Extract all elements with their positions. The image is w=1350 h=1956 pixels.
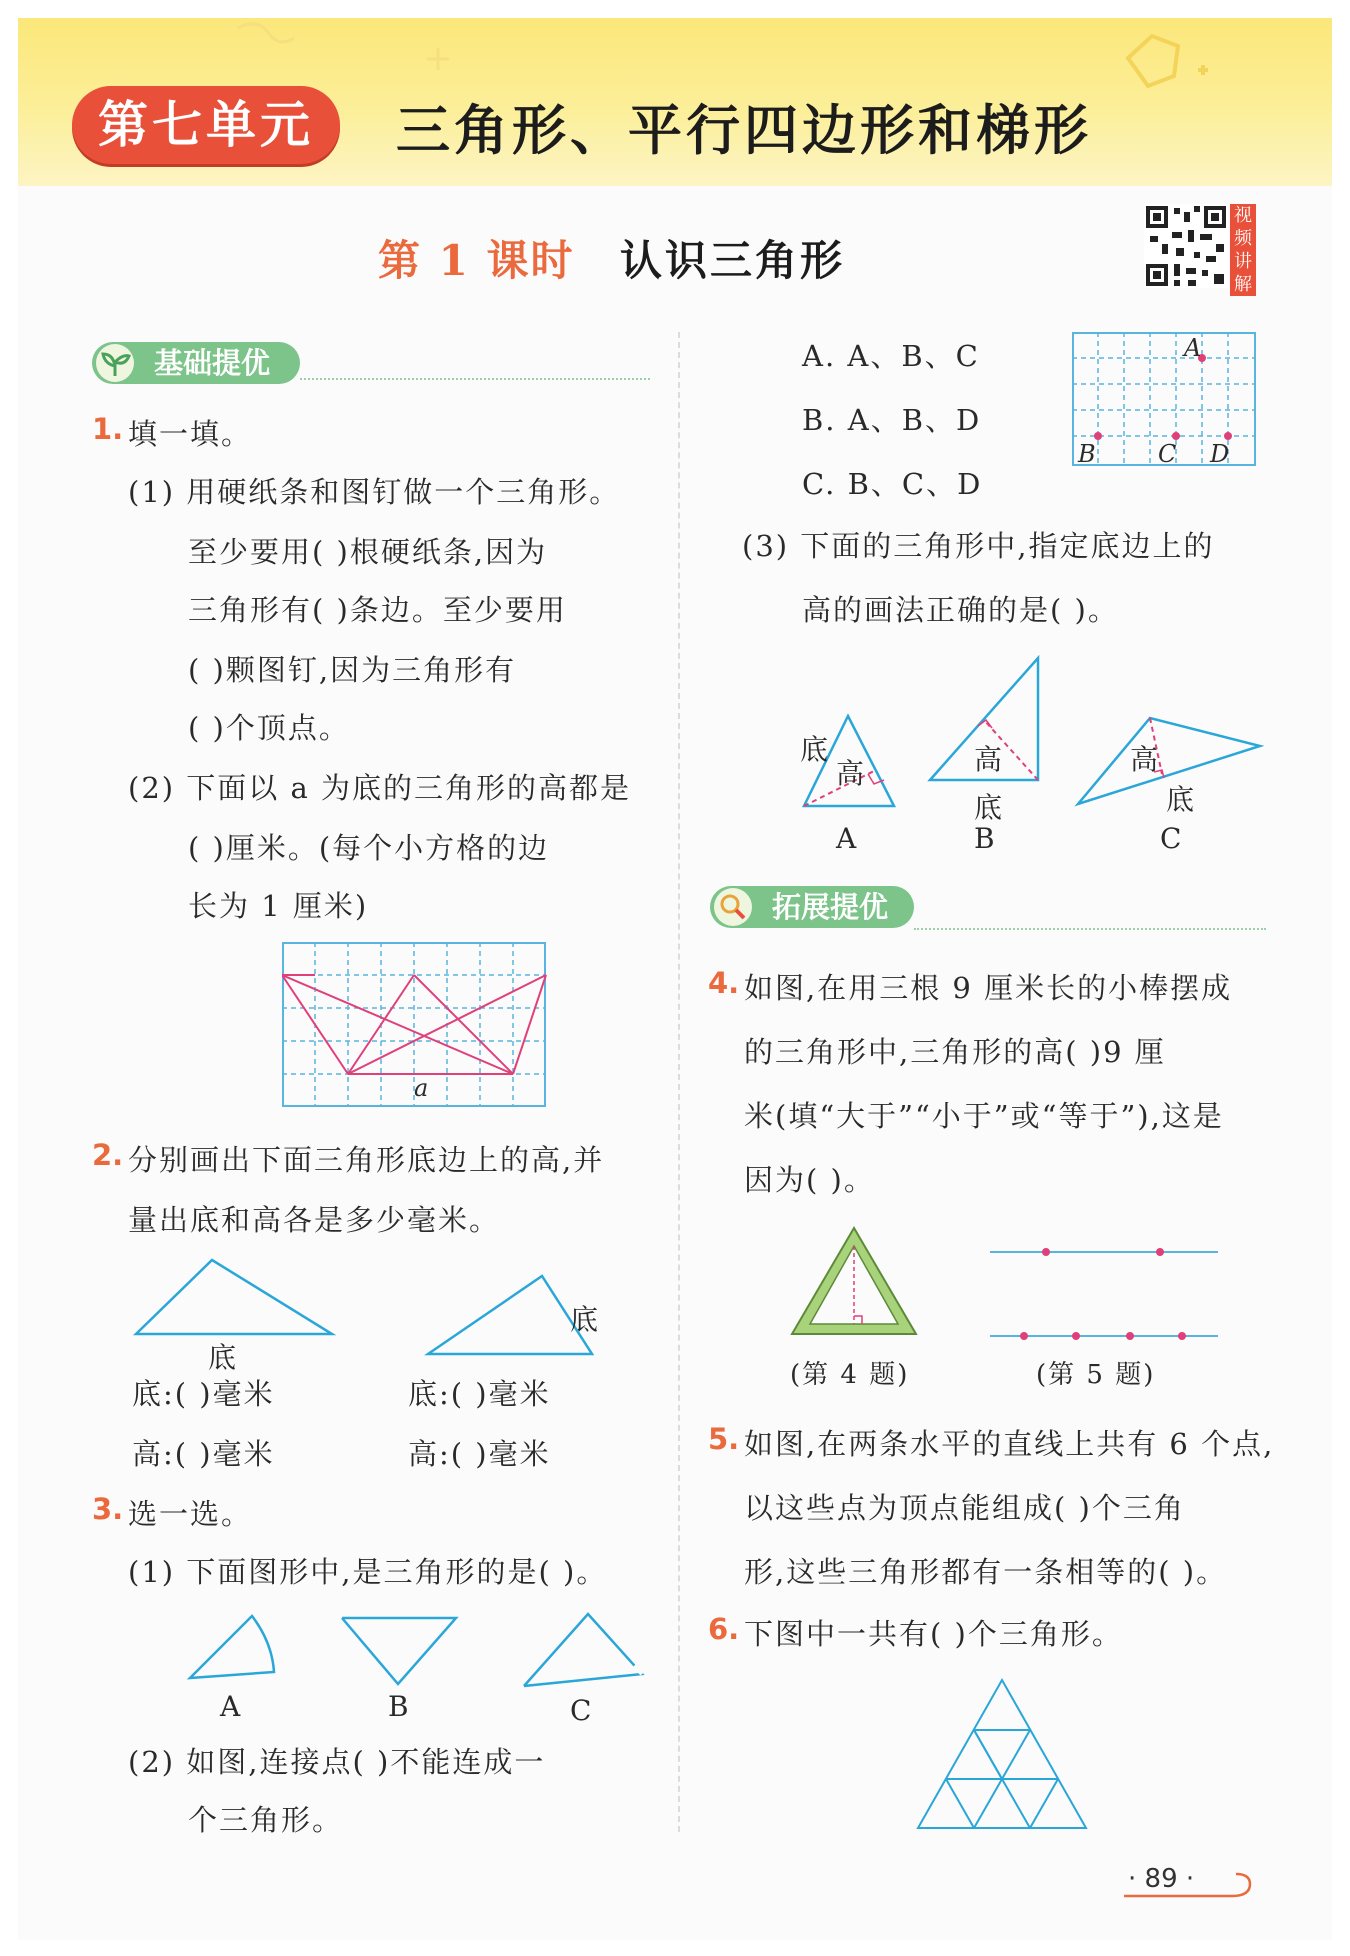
q3-point-label-b: B — [1078, 440, 1096, 468]
q5-number: 5. — [708, 1422, 740, 1456]
magnifier-icon-drawing — [714, 888, 752, 926]
qr-tag: 视频讲解 — [1230, 204, 1256, 296]
q5-line3: 形,这些三角形都有一条相等的( )。 — [744, 1555, 1228, 1589]
q4-line1: 如图,在用三根 9 厘米长的小棒摆成 — [744, 971, 1233, 1005]
q3-point-label-d: D — [1210, 440, 1230, 468]
q4-line2: 的三角形中,三角形的高( )9 厘 — [744, 1035, 1166, 1069]
q3-p3-line2: 高的画法正确的是( )。 — [802, 593, 1119, 627]
q5-caption: (第 5 题) — [1036, 1360, 1156, 1390]
q2-right-height: 高:( )毫米 — [408, 1437, 551, 1471]
q3-tri-b-height: 高 — [974, 743, 1003, 776]
sprout-icon-drawing — [96, 344, 134, 382]
q4-line4: 因为( )。 — [744, 1163, 875, 1197]
q1-number: 1. — [92, 412, 124, 446]
q3-shape-c-label: C — [570, 1694, 592, 1727]
section-basic-label: 基础提优 — [154, 346, 271, 380]
q3-shape-c — [520, 1610, 646, 1692]
q2-left-base: 底:( )毫米 — [132, 1377, 275, 1411]
q3-tri-c-name: C — [1160, 822, 1182, 855]
q2-left-base-label: 底 — [208, 1341, 237, 1374]
lesson-title: 认识三角形 — [620, 236, 846, 285]
q5-line1: 如图,在两条水平的直线上共有 6 个点, — [744, 1427, 1275, 1461]
q3-p1: (1) 下面图形中,是三角形的是( )。 — [128, 1555, 608, 1589]
q2-line2: 量出底和高各是多少毫米。 — [128, 1203, 501, 1237]
q2-right-base: 底:( )毫米 — [408, 1377, 551, 1411]
q3-tri-b-name: B — [974, 822, 995, 855]
q6-triangle-figure — [914, 1676, 1090, 1832]
q2-line1: 分别画出下面三角形底边上的高,并 — [128, 1143, 605, 1177]
q3-point-label-a: A — [1184, 334, 1202, 362]
q3-p3-line1: (3) 下面的三角形中,指定底边上的 — [742, 529, 1215, 563]
lesson-number: 第 1 课时 — [378, 236, 575, 285]
page-number: · 89 · — [1128, 1864, 1195, 1894]
q1-p2-line1: (2) 下面以 a 为底的三角形的高都是 — [128, 771, 632, 805]
q3-p2-line2: 个三角形。 — [188, 1803, 344, 1837]
unit-badge: 第七单元 — [72, 86, 340, 164]
q3-p2-line1: (2) 如图,连接点( )不能连成一 — [128, 1745, 546, 1779]
q3-tri-b-base: 底 — [974, 791, 1003, 824]
q4-line3: 米(填“大于”“小于”或“等于”),这是 — [744, 1099, 1224, 1133]
q1-p1-line4: ( )颗图钉,因为三角形有 — [188, 653, 517, 687]
q2-right-base-label: 底 — [570, 1303, 599, 1336]
q4-stick-triangle — [786, 1222, 922, 1342]
q3-option-b: B. A、B、D — [802, 403, 982, 437]
page-number-underline — [1122, 1866, 1258, 1900]
section-rule — [300, 378, 650, 380]
qr-code-icon[interactable] — [1144, 204, 1228, 288]
section-rule-2 — [914, 928, 1266, 930]
q6-line: 下图中一共有( )个三角形。 — [744, 1617, 1123, 1651]
q3-shape-a-label: A — [220, 1690, 241, 1723]
q1-grid-label-a: a — [414, 1074, 429, 1102]
q4-number: 4. — [708, 966, 740, 1000]
q3-option-c: C. B、C、D — [802, 467, 983, 501]
q1-stem: 填一填。 — [128, 417, 253, 451]
q3-shape-a — [186, 1612, 282, 1684]
q2-number: 2. — [92, 1138, 124, 1172]
q3-number: 3. — [92, 1492, 124, 1526]
q3-tri-c-height: 高 — [1130, 743, 1159, 776]
q4-caption: (第 4 题) — [790, 1360, 910, 1390]
q3-tri-c-base: 底 — [1166, 783, 1195, 816]
q3-tri-a-name: A — [836, 822, 857, 855]
q1-p2-line2: ( )厘米。(每个小方格的边 — [188, 831, 550, 865]
q2-left-height: 高:( )毫米 — [132, 1437, 275, 1471]
q1-p2-line3: 长为 1 厘米) — [188, 889, 369, 923]
q3-point-label-c: C — [1158, 440, 1177, 468]
q6-number: 6. — [708, 1612, 740, 1646]
q1-p1-line3: 三角形有( )条边。至少要用 — [188, 593, 567, 627]
q3-stem: 选一选。 — [128, 1497, 253, 1531]
q3-shape-b-label: B — [388, 1690, 409, 1723]
q1-p1-line1: (1) 用硬纸条和图钉做一个三角形。 — [128, 475, 621, 509]
q3-tri-a-height: 高 — [836, 757, 865, 790]
q2-left-triangle — [132, 1254, 342, 1344]
q3-tri-a-base: 底 — [800, 733, 829, 766]
q5-line2: 以这些点为顶点能组成( )个三角 — [744, 1491, 1185, 1525]
q5-parallel-lines — [988, 1240, 1220, 1346]
unit-title: 三角形、平行四边形和梯形 — [396, 99, 1092, 162]
q1-p1-line5: ( )个顶点。 — [188, 711, 350, 745]
q3-shape-b — [338, 1614, 462, 1690]
section-extend-label: 拓展提优 — [772, 890, 889, 924]
q3-option-a: A. A、B、C — [802, 339, 980, 373]
q1-p1-line2: 至少要用( )根硬纸条,因为 — [188, 535, 548, 569]
column-divider — [678, 332, 680, 1832]
